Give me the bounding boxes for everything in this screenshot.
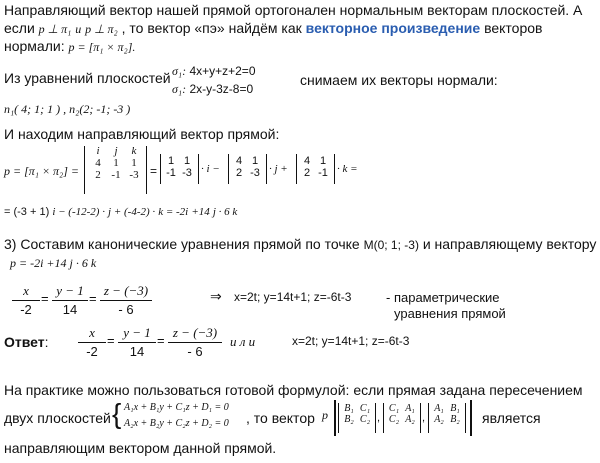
pB-bar-r — [420, 403, 421, 433]
canon1-eq-1: = — [41, 291, 49, 306]
intro-line-1: Направляющий вектор нашей прямой ортогонален нормальным векторам плоскостей. А — [4, 2, 583, 18]
step3-vector: p = -2i +14 j · 6 k — [10, 256, 97, 270]
result-c: j + (-4-2) · — [108, 206, 156, 218]
det-lhs: p = [π₁ × π₂] = — [4, 164, 79, 178]
pC-bar-l — [428, 403, 429, 433]
system-brace: { — [112, 398, 122, 429]
m1-bar-r — [198, 154, 199, 184]
normal-2: , n₂(2; -1; -3 ) — [63, 102, 131, 116]
practice-paren-r — [470, 400, 472, 436]
minor-1: 1 1 -1 -3 — [166, 155, 192, 179]
practice-paren-l — [334, 400, 336, 436]
det-j-term: · j + — [269, 163, 288, 175]
and-word: и — [75, 22, 82, 36]
det-row-3: 2 -1 -3 — [95, 169, 139, 181]
practice-line-3: направляющим вектором данной прямой. — [4, 440, 277, 456]
intro-formula: p = [π₁ × π₂]. — [68, 40, 136, 54]
m2-bar-l — [228, 154, 229, 184]
answer-eq-1: = — [107, 333, 115, 348]
canon1-frac-x: x -2 — [12, 283, 40, 317]
planes-lead: Из уравнений плоскостей — [4, 70, 171, 86]
result-line — [4, 206, 237, 218]
pC-bar-r — [465, 403, 466, 433]
minor-2: 4 1 2 -3 — [235, 155, 260, 179]
practice-minor-a: B₁ C₁ B₂ C₂ — [344, 403, 371, 425]
practice-p: p — [322, 408, 328, 422]
det-bar-left — [84, 146, 85, 194]
det-matrix — [88, 145, 144, 181]
intro-then: , то вектор «пэ» найдём как — [121, 20, 302, 36]
normal-1: n₁( 4; 1; 1 ) — [4, 102, 61, 116]
intro-if: если — [4, 20, 35, 36]
det-i-term: · i − — [201, 163, 220, 175]
practice-is: является — [482, 410, 541, 426]
planes-tail: снимаем их векторы нормали: — [300, 72, 498, 88]
intro-line-3 — [4, 38, 135, 55]
canon1-note-2: уравнения прямой — [394, 306, 506, 321]
minor-3: 4 1 2 -1 — [303, 155, 328, 179]
canon1-frac-y: y − 1 14 — [52, 283, 88, 317]
practice-lead: двух плоскостей — [4, 410, 111, 426]
det-row-1: i j k — [96, 145, 137, 157]
normals-line — [4, 102, 130, 117]
plane-2 — [172, 82, 253, 97]
step3-point: M(0; 1; -3) — [363, 238, 419, 252]
sigma-2: σ₁: — [172, 82, 187, 96]
cond-2: p ⊥ π₂ — [85, 22, 118, 36]
practice-minor-c: A₁ B₁ A₂ B₂ — [434, 403, 460, 425]
result-e: +14 — [191, 206, 210, 218]
system-eq-1: A₁x + B₁y + C₁z + D₁ = 0 — [124, 402, 229, 413]
result-d: k = -2i — [158, 206, 189, 218]
intro-normals: нормали: — [4, 38, 65, 54]
canon1-arrow: ⇒ — [210, 288, 222, 304]
det-row-2: 4 1 1 — [95, 157, 137, 169]
m3-bar-r — [334, 154, 335, 184]
result-b: i − (-12-2) · — [52, 206, 105, 218]
practice-line-1: На практике можно пользоваться готовой формулой: если прямая задана пересечением — [4, 382, 583, 398]
result-a: = (-3 + 1) — [4, 206, 50, 218]
result-f: j · 6 k — [212, 206, 238, 218]
practice-then: , то вектор — [246, 410, 315, 426]
answer-eq-2: = — [157, 333, 165, 348]
answer-param: x=2t; y=14t+1; z=-6t-3 — [292, 334, 410, 348]
intro-line-2 — [4, 20, 542, 37]
canon1-note-1: - параметрические — [386, 290, 500, 305]
answer-label — [4, 334, 49, 350]
det-equals: = — [150, 164, 158, 178]
practice-comma-1: , — [377, 412, 381, 424]
pA-bar-l — [338, 403, 339, 433]
canon1-eq-2: = — [89, 291, 97, 306]
answer-word: Ответ — [4, 334, 45, 350]
plane-eq-1: 4x+y+z+2=0 — [189, 64, 256, 78]
step3-line — [4, 236, 596, 252]
step3-text-b: и направляющему вектору — [422, 236, 597, 252]
answer-frac-z: z − (−3) - 6 — [168, 325, 222, 359]
det-bar-right — [146, 146, 147, 194]
pB-bar-l — [383, 403, 384, 433]
sigma-1: σ₁: — [172, 64, 187, 78]
find-direction-line: И находим направляющий вектор прямой: — [4, 126, 280, 142]
intro-vectors: векторов — [484, 20, 543, 36]
practice-minor-b: C₁ A₁ C₂ A₂ — [388, 403, 415, 425]
answer-or: и л и — [230, 334, 256, 349]
m1-bar-l — [160, 154, 161, 184]
canon1-frac-z: z − (−3) - 6 — [100, 283, 152, 317]
step3-text: 3) Составим канонические уравнения прямой по точке — [4, 236, 360, 252]
m2-bar-r — [266, 154, 267, 184]
answer-colon: : — [44, 334, 49, 350]
cross-product-link[interactable]: векторное произведение — [305, 20, 481, 36]
det-k-term: · k = — [337, 163, 358, 175]
practice-comma-2: , — [422, 412, 426, 424]
pA-bar-r — [375, 403, 376, 433]
m3-bar-l — [296, 154, 297, 184]
plane-1 — [172, 64, 256, 79]
answer-frac-x: x -2 — [78, 325, 106, 359]
plane-eq-2: 2x-y-3z-8=0 — [189, 82, 254, 96]
system-eq-2: A₂x + B₂y + C₂z + D₂ = 0 — [124, 418, 229, 429]
answer-frac-y: y − 1 14 — [118, 325, 156, 359]
cond-1: p ⊥ π₁ — [38, 22, 72, 36]
canon1-param: x=2t; y=14t+1; z=-6t-3 — [234, 290, 352, 304]
